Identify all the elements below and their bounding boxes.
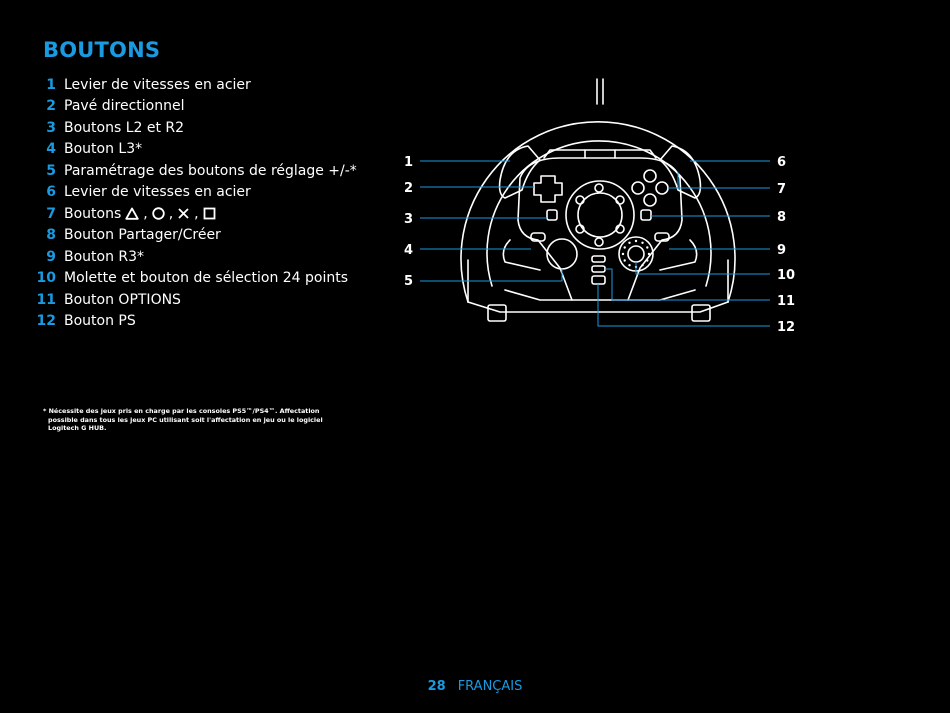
item-number: 10 — [36, 270, 56, 287]
language-label: FRANÇAIS — [457, 679, 523, 694]
list-item — [34, 203, 357, 225]
wheel-base-left — [488, 305, 506, 321]
item-label: Molette et bouton de sélection 24 points — [64, 270, 349, 287]
item-label: Levier de vitesses en acier — [64, 184, 251, 201]
selector-dot — [646, 259, 648, 261]
callout-11: 11 — [777, 294, 796, 309]
selector-dot — [624, 246, 626, 248]
triangle-icon — [125, 207, 139, 220]
dpad — [534, 176, 562, 202]
list-item — [34, 117, 357, 139]
button-list — [34, 74, 357, 332]
list-item — [34, 182, 357, 204]
selector-dot — [648, 253, 650, 255]
adjust-dial — [547, 239, 577, 269]
spoke-right-lower — [660, 240, 697, 270]
selector-dot — [635, 240, 637, 242]
circle-button — [656, 182, 668, 194]
item-label: Pavé directionnel — [64, 98, 185, 115]
callout-6: 6 — [777, 155, 787, 170]
section-heading: BOUTONS — [43, 38, 161, 62]
selector-dot — [628, 264, 630, 266]
r2-button — [641, 210, 651, 220]
callout-12: 12 — [777, 320, 796, 335]
list-item — [34, 225, 357, 247]
leader-line — [636, 262, 770, 274]
item-number: 7 — [46, 205, 56, 222]
callout-5: 5 — [404, 274, 414, 289]
callout-9: 9 — [777, 243, 787, 258]
item-label: Paramétrage des boutons de réglage +/-* — [64, 162, 357, 179]
item-number: 4 — [46, 141, 56, 158]
selector-dot — [624, 259, 626, 261]
footnote — [43, 407, 323, 433]
hub-body — [518, 158, 682, 300]
share-button — [592, 256, 605, 262]
cross-button — [644, 194, 656, 206]
footnote-line: possible dans tous les jeux PC utilisant soit l'affectation en jeu ou le logiciel — [48, 415, 323, 424]
item-number: 9 — [46, 248, 56, 265]
symbol-separator: , — [168, 205, 174, 222]
footnote-line: * Nécessite des jeux pris en charge par les consoles PS5™/PS4™. Affectation — [43, 407, 320, 415]
paddle-right — [660, 146, 700, 198]
item-number: 6 — [46, 184, 56, 201]
selector-dot — [646, 246, 648, 248]
face-button-symbols — [125, 206, 215, 222]
list-item — [34, 268, 357, 290]
item-number: 2 — [46, 98, 56, 115]
item-number: 11 — [36, 291, 56, 308]
list-item — [34, 139, 357, 161]
list-item — [34, 289, 357, 311]
wheel-rim-inner — [487, 141, 711, 286]
square-button — [632, 182, 644, 194]
callout-2: 2 — [404, 181, 414, 196]
selector-dot — [641, 264, 643, 266]
item-number: 8 — [46, 227, 56, 244]
list-item — [34, 246, 357, 268]
item-number: 1 — [46, 76, 56, 93]
hub-button — [595, 184, 603, 192]
wheel-rim-outer — [461, 122, 735, 302]
list-item — [34, 160, 357, 182]
callout-4: 4 — [404, 243, 414, 258]
hub-housing-top — [544, 150, 656, 158]
item-label: Bouton L3* — [64, 141, 143, 158]
item-number: 5 — [46, 162, 56, 179]
options-button — [592, 266, 605, 272]
callout-1: 1 — [404, 155, 414, 170]
spoke-left-lower — [503, 240, 540, 270]
footnote-line: Logitech G HUB. — [48, 424, 107, 433]
item-label: Bouton OPTIONS — [64, 291, 181, 308]
item-label: Levier de vitesses en acier — [64, 76, 251, 93]
hub-button — [616, 196, 624, 204]
selector-dot — [628, 242, 630, 244]
symbol-separator: , — [143, 205, 148, 222]
cross-icon — [177, 207, 190, 220]
item-number: 12 — [36, 313, 56, 330]
l2-button — [547, 210, 557, 220]
leader-line — [420, 269, 562, 281]
selector-dot — [641, 242, 643, 244]
circle-icon — [152, 207, 165, 220]
wheel-rim-bottom-inner — [505, 290, 695, 300]
symbol-separator: , — [194, 205, 199, 222]
leader-line — [598, 284, 770, 326]
triangle-button — [644, 170, 656, 182]
callout-10: 10 — [777, 268, 796, 283]
item-label: Boutons — [64, 205, 122, 222]
selector-dot — [622, 253, 624, 255]
item-label: Bouton PS — [64, 313, 136, 330]
item-number: 3 — [46, 119, 56, 136]
hub-button — [595, 238, 603, 246]
list-item — [34, 96, 357, 118]
square-icon — [203, 207, 216, 220]
list-item — [34, 311, 357, 333]
callout-3: 3 — [404, 212, 414, 227]
wheel-base-right — [692, 305, 710, 321]
list-item — [34, 74, 357, 96]
item-label: Bouton R3* — [64, 248, 145, 265]
hub-button — [576, 196, 584, 204]
item-label: Boutons L2 et R2 — [64, 119, 185, 136]
selector-dial-inner — [628, 246, 644, 262]
page-number: 28 — [427, 679, 446, 694]
steering-wheel-diagram — [395, 70, 805, 340]
ps-button — [592, 276, 605, 284]
item-label: Bouton Partager/Créer — [64, 227, 221, 244]
callout-7: 7 — [777, 182, 787, 197]
callout-8: 8 — [777, 210, 787, 225]
page-footer — [0, 679, 950, 694]
